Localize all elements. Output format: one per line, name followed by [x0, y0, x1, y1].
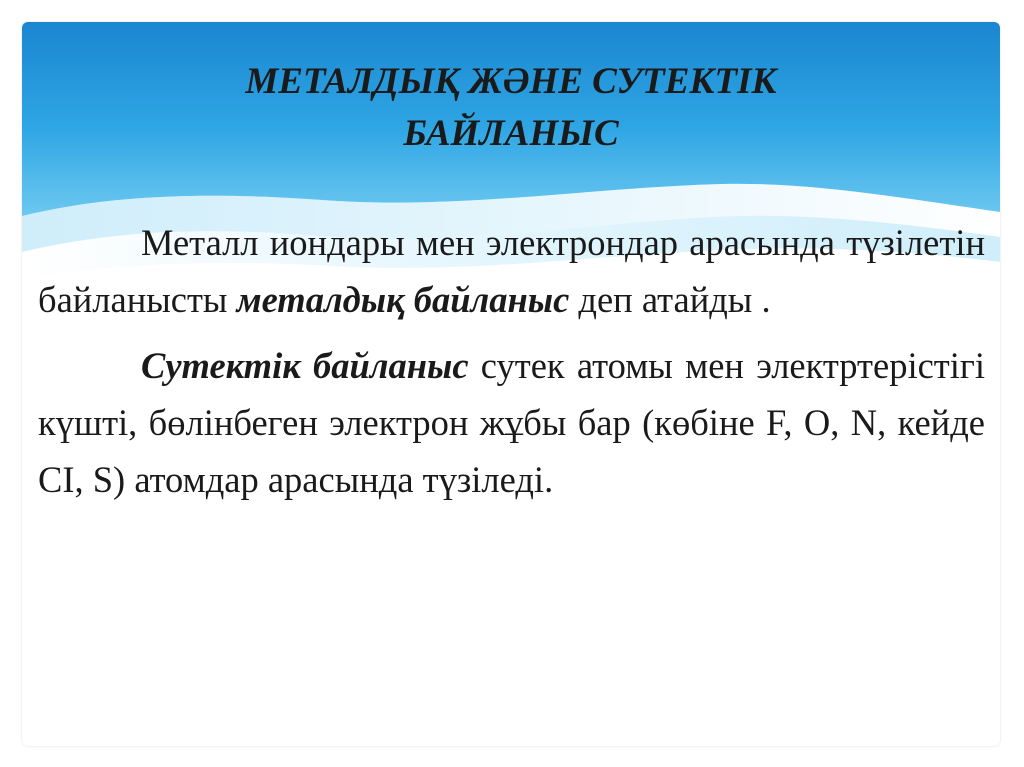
paragraph-hydrogen-bond — [38, 337, 985, 508]
paragraph1-text-before: Металл иондары мен электрондар арасында түзілетін байланысты — [38, 222, 985, 320]
title-line-1: МЕТАЛДЫҚ ЖӘНЕ СУТЕКТІК — [245, 61, 777, 102]
term-hydrogen-bond: Сутектік байланыс — [141, 345, 469, 386]
term-metallic-bond: металдық байланыс — [236, 279, 570, 320]
slide-title — [22, 56, 1000, 160]
paragraph2-text-after: сутек атомы мен электртерістігі күшті, бөлінбеген электрон жұбы бар (көбіне F, O, N, кейде CI, S) атомдар арасында түзіледі. — [38, 345, 985, 500]
slide-body — [38, 214, 985, 517]
slide-card — [22, 22, 1000, 746]
title-line-2: БАЙЛАНЫС — [403, 113, 619, 154]
paragraph-metallic-bond — [38, 214, 985, 328]
paragraph1-text-after: деп атайды . — [569, 279, 771, 320]
